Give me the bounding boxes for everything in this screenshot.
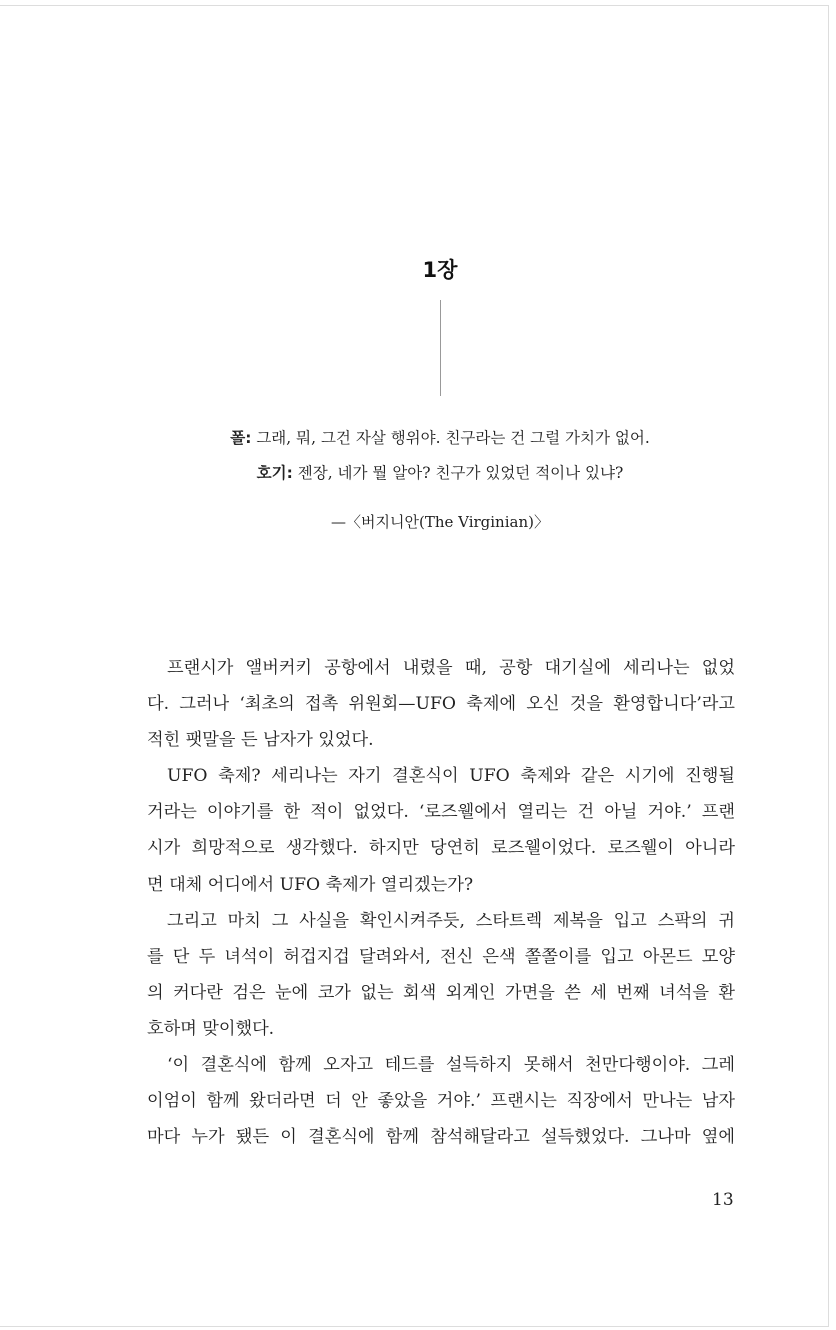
text-line: 를 단 두 녀석이 허겁지겁 달려와서, 전신 은색 쫄쫄이를 입고 아몬드 모양 [147,946,735,967]
speaker: 폴: [230,429,252,447]
chapter-title: 1장 [422,258,458,282]
text-line: 프랜시가 앨버커키 공항에서 내렸을 때, 공항 대기실에 세리나는 없었 [167,658,735,678]
page-number: 13 [712,1190,734,1210]
text-line: UFO 축제? 세리나는 자기 결혼식이 UFO 축제와 같은 시기에 진행될 [167,766,735,787]
epigraph-line [0,461,836,483]
divider-line [440,300,441,396]
epigraph-attribution: —〈버지니안(The Virginian)〉 [331,513,549,531]
epigraph-line [0,426,836,448]
text-line: 의 커다란 검은 눈에 코가 없는 회색 외계인 가면을 쓴 세 번째 녀석을 환 [147,982,735,1003]
dialogue: 젠장, 네가 뭘 알아? 친구가 있었던 적이나 있냐? [292,464,624,482]
text-line: 시가 희망적으로 생각했다. 하지만 당연히 로즈웰이었다. 로즈웰이 아니라 [147,838,735,859]
dialogue: 그래, 뭐, 그건 자살 행위야. 친구라는 건 그럴 가치가 없어. [251,429,650,447]
text-line: 면 대체 어디에서 UFO 축제가 열리겠는가? [147,874,474,895]
body-text [147,654,735,1159]
text-line: 호하며 맞이했다. [147,1018,275,1039]
text-line: 다. 그러나 ‘최초의 접촉 위원회—UFO 축제에 오신 것을 환영합니다’라고 [147,694,735,715]
text-line: 이엄이 함께 왔더라면 더 안 좋았을 거야.’ 프랜시는 직장에서 만나는 남자 [147,1091,735,1112]
text-line: 마다 누가 됐든 이 결혼식에 함께 참석해달라고 설득했었다. 그나마 옆에 [147,1127,735,1148]
text-line: 그리고 마치 그 사실을 확인시켜주듯, 스타트렉 제복을 입고 스팍의 귀 [167,910,735,931]
text-line: 적힌 팻말을 든 남자가 있었다. [147,730,374,751]
text-line: 거라는 이야기를 한 적이 없었다. ‘로즈웰에서 열리는 건 아닐 거야.’ 프랜 [147,802,735,823]
speaker: 호기: [256,464,293,482]
text-line: ‘이 결혼식에 함께 오자고 테드를 설득하지 못해서 천만다행이야. 그레 [167,1055,735,1076]
